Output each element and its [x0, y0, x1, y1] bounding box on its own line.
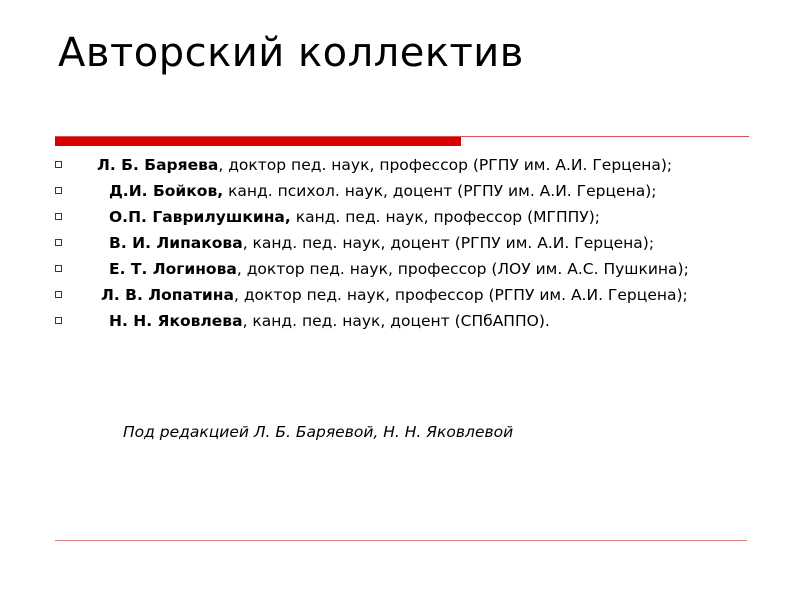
author-description: канд. психол. наук, доцент (РГПУ им. А.И. Герцена);	[223, 182, 657, 200]
list-item	[55, 180, 755, 202]
page-title: Авторский коллектив	[58, 30, 524, 76]
author-name: Л. В. Лопатина	[101, 286, 234, 304]
author-name: Е. Т. Логинова	[109, 260, 237, 278]
square-bullet-icon	[55, 265, 62, 272]
title-accent-bar	[55, 137, 461, 146]
square-bullet-icon	[55, 161, 62, 168]
square-bullet-icon	[55, 317, 62, 324]
square-bullet-icon	[55, 187, 62, 194]
author-name: Л. Б. Баряева	[97, 156, 219, 174]
list-item	[55, 232, 755, 254]
author-description: , доктор пед. наук, профессор (ЛОУ им. А.С. Пушкина);	[236, 260, 689, 278]
author-name: Д.И. Бойков,	[109, 182, 224, 200]
footer-rule	[55, 540, 747, 541]
author-list	[55, 154, 755, 336]
list-item	[55, 310, 755, 332]
list-item	[55, 258, 755, 280]
author-description: , канд. пед. наук, доцент (СПбАППО).	[242, 312, 550, 330]
author-name: О.П. Гаврилушкина,	[109, 208, 291, 226]
list-item	[55, 284, 755, 306]
list-item	[55, 154, 755, 176]
author-name: Н. Н. Яковлева	[109, 312, 243, 330]
editor-note: Под редакцией Л. Б. Баряевой, Н. Н. Яковлевой	[123, 423, 514, 441]
square-bullet-icon	[55, 291, 62, 298]
author-description: канд. пед. наук, профессор (МГППУ);	[290, 208, 600, 226]
list-item	[55, 206, 755, 228]
square-bullet-icon	[55, 213, 62, 220]
author-name: В. И. Липакова	[109, 234, 243, 252]
author-description: , канд. пед. наук, доцент (РГПУ им. А.И. Герцена);	[242, 234, 655, 252]
square-bullet-icon	[55, 239, 62, 246]
author-description: , доктор пед. наук, профессор (РГПУ им. А.И. Герцена);	[233, 286, 688, 304]
author-description: , доктор пед. наук, профессор (РГПУ им. А.И. Герцена);	[218, 156, 673, 174]
